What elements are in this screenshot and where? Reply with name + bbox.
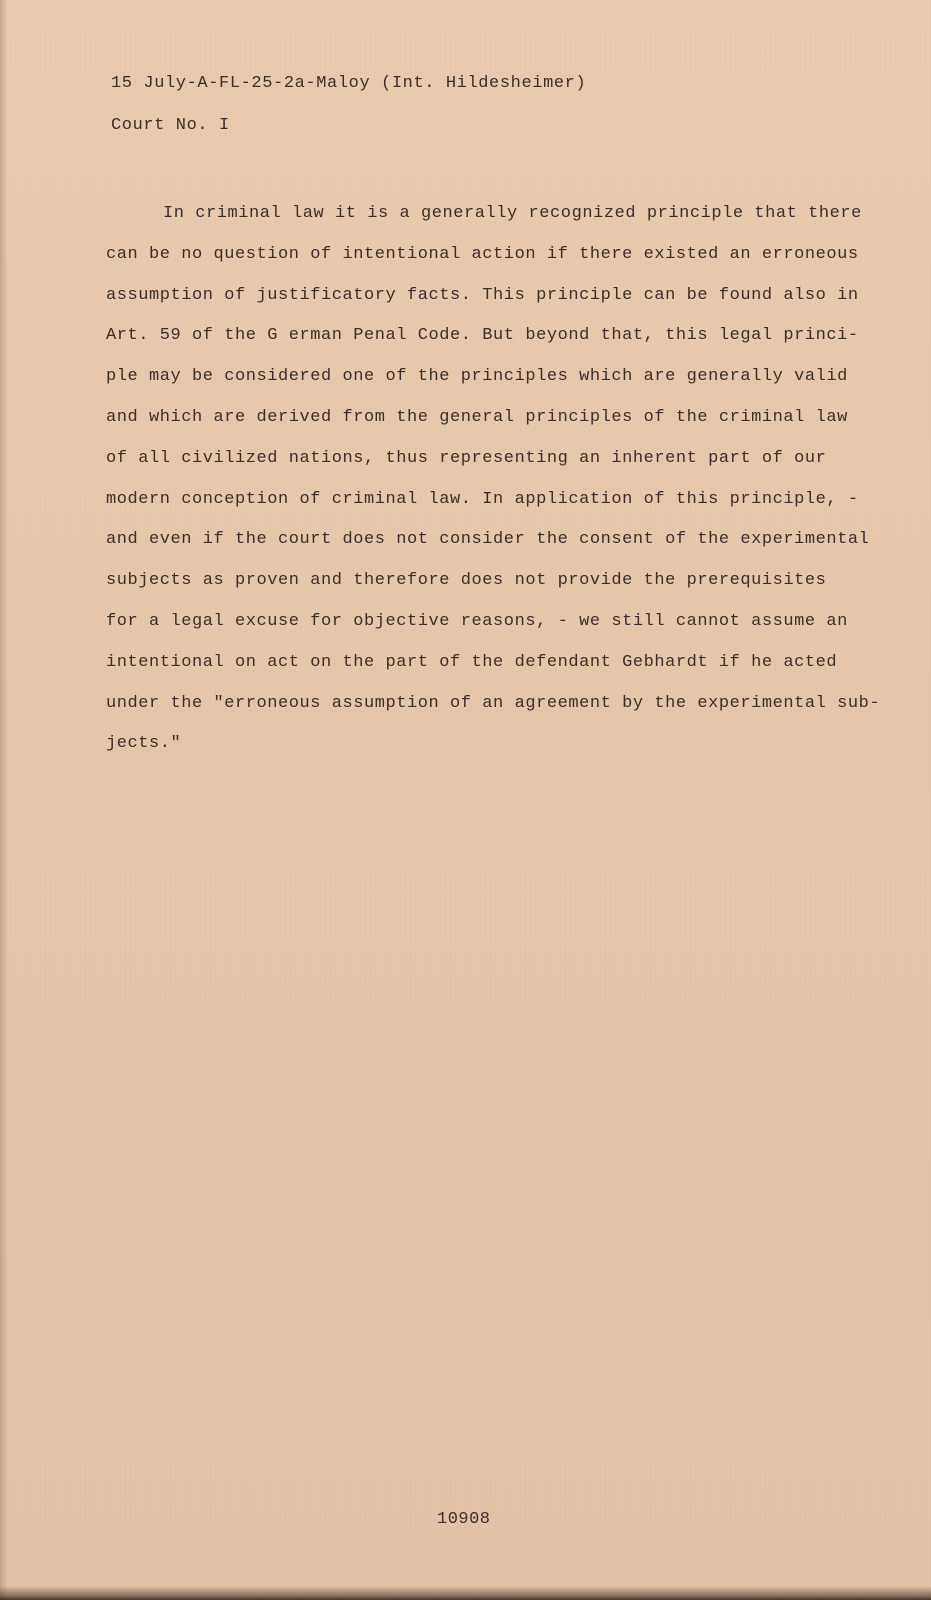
body-line: intentional on act on the part of the defendant Gebhardt if he acted — [106, 652, 838, 672]
paper-left-edge — [0, 0, 8, 1600]
body-line: assumption of justificatory facts. This principle can be found also in — [106, 285, 859, 305]
body-line: under the "erroneous assumption of an agreement by the experimental sub- — [106, 693, 881, 713]
body-line: modern conception of criminal law. In application of this principle, - — [106, 489, 859, 509]
body-line: Art. 59 of the G erman Penal Code. But beyond that, this legal princi- — [106, 326, 859, 346]
body-line: ple may be considered one of the principles which are generally valid — [106, 367, 848, 387]
paper-bottom-edge — [0, 1586, 931, 1600]
body-line: subjects as proven and therefore does not provide the prerequisites — [106, 571, 827, 591]
reference-line: 15 July-A-FL-25-2a-Maloy (Int. Hildesheimer) — [111, 74, 587, 93]
body-line: and which are derived from the general principles of the criminal law — [106, 407, 848, 427]
body-line: for a legal excuse for objective reasons, - we still cannot assume an — [106, 611, 848, 631]
court-line: Court No. I — [111, 116, 230, 135]
body-line: can be no question of intentional action if there existed an erroneous — [106, 244, 859, 264]
body-line: of all civilized nations, thus representing an inherent part of our — [106, 448, 827, 468]
page-number: 10908 — [437, 1510, 491, 1529]
body-line: In criminal law it is a generally recognized principle that there — [163, 204, 862, 223]
body-line: jects." — [106, 734, 182, 754]
body-paragraph — [106, 194, 881, 765]
body-line: and even if the court does not consider the consent of the experimental — [106, 530, 870, 550]
